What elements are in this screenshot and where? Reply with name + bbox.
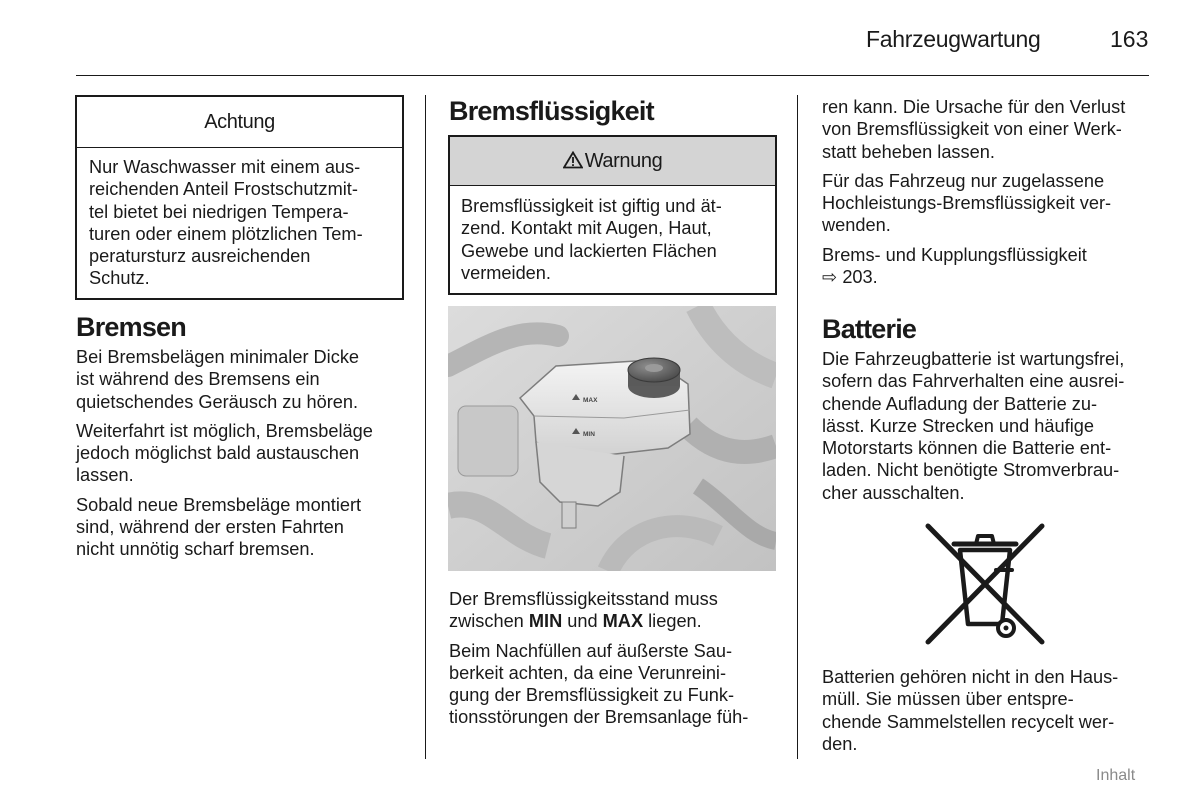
contents-link[interactable]: Inhalt [1096,767,1136,784]
warning-line: vermeiden. [461,262,551,283]
warning-box-title: Warnung [584,150,663,172]
warning-line: Gewebe und lackierten Flächen [461,240,717,261]
brakes-section [76,312,416,568]
right-column-text [822,96,1162,295]
brakes-line: ist während des Bremsens ein [76,369,320,390]
refill-line: tionsstörungen der Bremsanlage füh- [449,707,749,728]
brakes-heading: Bremsen [76,312,186,342]
warning-box-body [450,186,775,284]
approved-fluid-line: wenden. [822,215,891,236]
battery-disposal-text [822,666,1162,755]
page-reference-number: 203. [842,267,878,288]
battery-line: laden. Nicht benötigte Stromverbrau- [822,460,1120,481]
brake-fluid-body [449,588,779,736]
page-reference-link[interactable] [822,266,1162,288]
fluid-level-suffix: liegen. [643,611,702,632]
continuation-line: ren kann. Die Ursache für den Verlust [822,97,1126,117]
attention-line: Schutz. [89,268,150,289]
brakes-paragraph [76,494,416,561]
brakes-line: Weiterfahrt ist möglich, Bremsbeläge [76,420,373,441]
reference-paragraph [822,244,1162,289]
min-level-label: MIN [583,431,595,438]
attention-box-title: Achtung [204,111,275,133]
approved-fluid-paragraph [822,170,1162,237]
brakes-line: Bei Bremsbelägen minimaler Dicke [76,347,360,367]
battery-line: Die Fahrzeugbatterie ist wartungsfrei, [822,349,1125,369]
brakes-line: lassen. [76,465,134,486]
disposal-line: den. [822,733,858,754]
warning-line: zend. Kontakt mit Augen, Haut, [461,218,712,239]
fluid-level-prefix: zwischen [449,611,529,632]
continuation-paragraph [822,96,1162,163]
disposal-line: Batterien gehören nicht in den Haus- [822,667,1119,687]
max-mark-text: MAX [602,611,644,632]
attention-line: turen oder einem plötzlichen Tem- [89,223,363,244]
warning-box [448,135,777,295]
fluid-level-paragraph [449,588,779,633]
fluid-level-line [449,610,779,632]
brakes-line: nicht unnötig scharf bremsen. [76,539,315,560]
arrow-right-icon: ⇨ [822,267,838,288]
attention-box-header [77,97,402,148]
fluid-level-middle: und [562,611,603,632]
battery-heading: Batterie [822,314,917,344]
brakes-line: Sobald neue Bremsbeläge montiert [76,494,362,515]
attention-line: Nur Waschwasser mit einem aus- [89,157,361,177]
brakes-line: quietschendes Geräusch zu hören. [76,391,359,412]
max-level-label: MAX [583,397,598,404]
battery-line: cher ausschalten. [822,482,965,503]
disposal-line: chende Sammelstellen recycelt wer- [822,711,1115,732]
battery-line: lässt. Kurze Strecken und häufige [822,415,1094,436]
reference-line: Brems- und Kupplungsflüssigkeit [822,244,1087,265]
attention-line: reichenden Anteil Frostschutzmit- [89,179,358,200]
battery-body [822,348,1162,504]
brakes-line: sind, während der ersten Fahrten [76,517,344,538]
min-mark-text: MIN [528,611,563,632]
refill-line: gung der Bremsflüssigkeit zu Funk- [449,685,735,706]
approved-fluid-line: Hochleistungs-Bremsflüssigkeit ver- [822,193,1112,214]
page-header-title: Fahrzeugwartung [866,26,1041,52]
page-number: 163 [1110,26,1149,52]
fluid-level-line: Der Bremsflüssigkeitsstand muss [449,589,718,609]
continuation-line: von Bremsflüssigkeit von einer Werk- [822,119,1122,140]
battery-line: sofern das Fahrverhalten eine ausrei- [822,371,1125,392]
continuation-line: statt beheben lassen. [822,141,995,162]
refill-line: berkeit achten, da eine Verunreini- [449,662,727,683]
battery-section [822,314,1162,504]
refill-line: Beim Nachfüllen auf äußerste Sau- [449,640,733,661]
disposal-line: müll. Sie müssen über entspre- [822,689,1074,710]
crossed-out-bin-icon [920,520,1050,650]
battery-line: chende Aufladung der Batterie zu- [822,393,1098,414]
attention-line: tel bietet bei niedrigen Tempera- [89,201,349,222]
approved-fluid-line: Für das Fahrzeug nur zugelassene [822,170,1105,191]
brakes-line: jedoch möglichst bald austauschen [76,443,360,464]
warning-line: Bremsflüssigkeit ist giftig und ät- [461,196,722,216]
attention-line: peratursturz ausreichenden [89,246,311,267]
refill-paragraph [449,640,779,729]
brake-fluid-reservoir-image [448,306,776,571]
attention-box [75,95,404,300]
warning-box-header [450,137,775,186]
brakes-paragraph [76,346,416,413]
column-divider-right [797,95,798,759]
brakes-paragraph [76,420,416,487]
brakes-body [76,346,416,561]
column-divider-left [425,95,426,759]
warning-triangle-icon [563,151,583,169]
battery-line: Motorstarts können die Batterie ent- [822,438,1112,459]
brake-fluid-heading: Bremsflüssigkeit [449,96,654,126]
attention-box-body [77,148,402,290]
header-rule [76,75,1149,76]
